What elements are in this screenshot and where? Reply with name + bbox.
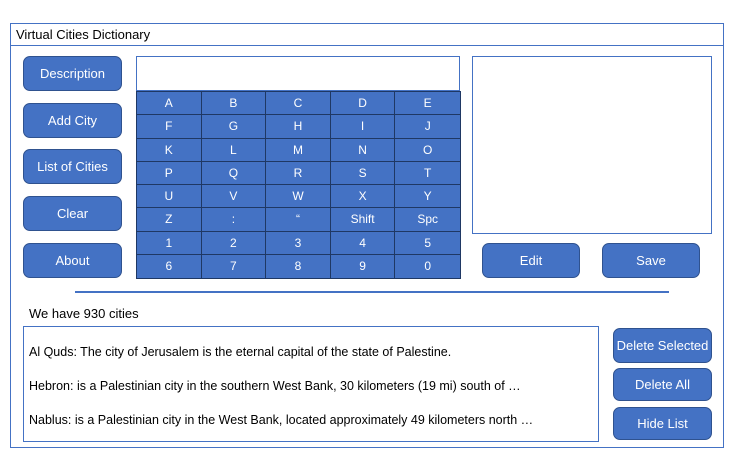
key-r[interactable]: R bbox=[266, 162, 331, 185]
hide-list-button[interactable]: Hide List bbox=[613, 407, 712, 440]
key-3[interactable]: 3 bbox=[266, 232, 331, 255]
about-button[interactable]: About bbox=[23, 243, 122, 278]
key-i[interactable]: I bbox=[331, 115, 396, 138]
list-item[interactable]: Nablus: is a Palestinian city in the West Bank, located approximately 49 kilometers north … bbox=[29, 413, 534, 427]
key-z[interactable]: Z bbox=[137, 208, 202, 231]
key-t[interactable]: T bbox=[395, 162, 460, 185]
save-button[interactable]: Save bbox=[602, 243, 700, 278]
key-d[interactable]: D bbox=[331, 92, 396, 115]
key-w[interactable]: W bbox=[266, 185, 331, 208]
key-j[interactable]: J bbox=[395, 115, 460, 138]
key-k[interactable]: K bbox=[137, 139, 202, 162]
edit-button[interactable]: Edit bbox=[482, 243, 580, 278]
key-6[interactable]: 6 bbox=[137, 255, 202, 278]
list-item[interactable]: Hebron: is a Palestinian city in the southern West Bank, 30 kilometers (19 mi) south of … bbox=[29, 379, 521, 393]
city-preview-box[interactable] bbox=[472, 56, 712, 234]
key-5[interactable]: 5 bbox=[395, 232, 460, 255]
delete-selected-button[interactable]: Delete Selected bbox=[613, 328, 712, 363]
key-g[interactable]: G bbox=[202, 115, 267, 138]
key-symbol-26[interactable]: : bbox=[202, 208, 267, 231]
key-m[interactable]: M bbox=[266, 139, 331, 162]
key-u[interactable]: U bbox=[137, 185, 202, 208]
description-button[interactable]: Description bbox=[23, 56, 122, 91]
city-list[interactable] bbox=[23, 326, 599, 442]
divider bbox=[75, 291, 669, 293]
window-title: Virtual Cities Dictionary bbox=[11, 24, 723, 46]
key-4[interactable]: 4 bbox=[331, 232, 396, 255]
key-0[interactable]: 0 bbox=[424, 259, 432, 274]
key-y[interactable]: Y bbox=[395, 185, 460, 208]
key-h[interactable]: H bbox=[266, 115, 331, 138]
key-q[interactable]: Q bbox=[202, 162, 267, 185]
app-window bbox=[10, 23, 724, 448]
key-l[interactable]: L bbox=[202, 139, 267, 162]
key-symbol-27[interactable]: “ bbox=[266, 208, 331, 231]
key-a[interactable]: A bbox=[137, 92, 202, 115]
key-b[interactable]: B bbox=[202, 92, 267, 115]
key-7[interactable]: 7 bbox=[202, 255, 267, 278]
key-v[interactable]: V bbox=[202, 185, 267, 208]
city-count-text: We have 930 cities bbox=[29, 306, 139, 321]
key-e[interactable]: E bbox=[395, 92, 460, 115]
list-of-cities-button[interactable]: List of Cities bbox=[23, 149, 122, 184]
clear-button[interactable]: Clear bbox=[23, 196, 122, 231]
key-shift[interactable]: Shift bbox=[331, 208, 396, 231]
key-n[interactable]: N bbox=[331, 139, 396, 162]
add-city-button[interactable]: Add City bbox=[23, 103, 122, 138]
key-o[interactable]: O bbox=[395, 139, 460, 162]
key-s[interactable]: S bbox=[331, 162, 396, 185]
key-spc[interactable]: Spc bbox=[395, 208, 460, 231]
on-screen-keyboard bbox=[136, 91, 461, 279]
key-c[interactable]: C bbox=[266, 92, 331, 115]
key-2[interactable]: 2 bbox=[202, 232, 267, 255]
key-f[interactable]: F bbox=[137, 115, 202, 138]
key-9[interactable]: 9 bbox=[331, 255, 396, 278]
key-8[interactable]: 8 bbox=[266, 255, 331, 278]
key-x[interactable]: X bbox=[331, 185, 396, 208]
key-1[interactable]: 1 bbox=[137, 232, 202, 255]
key-p[interactable]: P bbox=[137, 162, 202, 185]
city-text-input[interactable] bbox=[136, 56, 460, 91]
delete-all-button[interactable]: Delete All bbox=[613, 368, 712, 401]
list-item[interactable]: Al Quds: The city of Jerusalem is the eternal capital of the state of Palestine. bbox=[29, 345, 452, 359]
